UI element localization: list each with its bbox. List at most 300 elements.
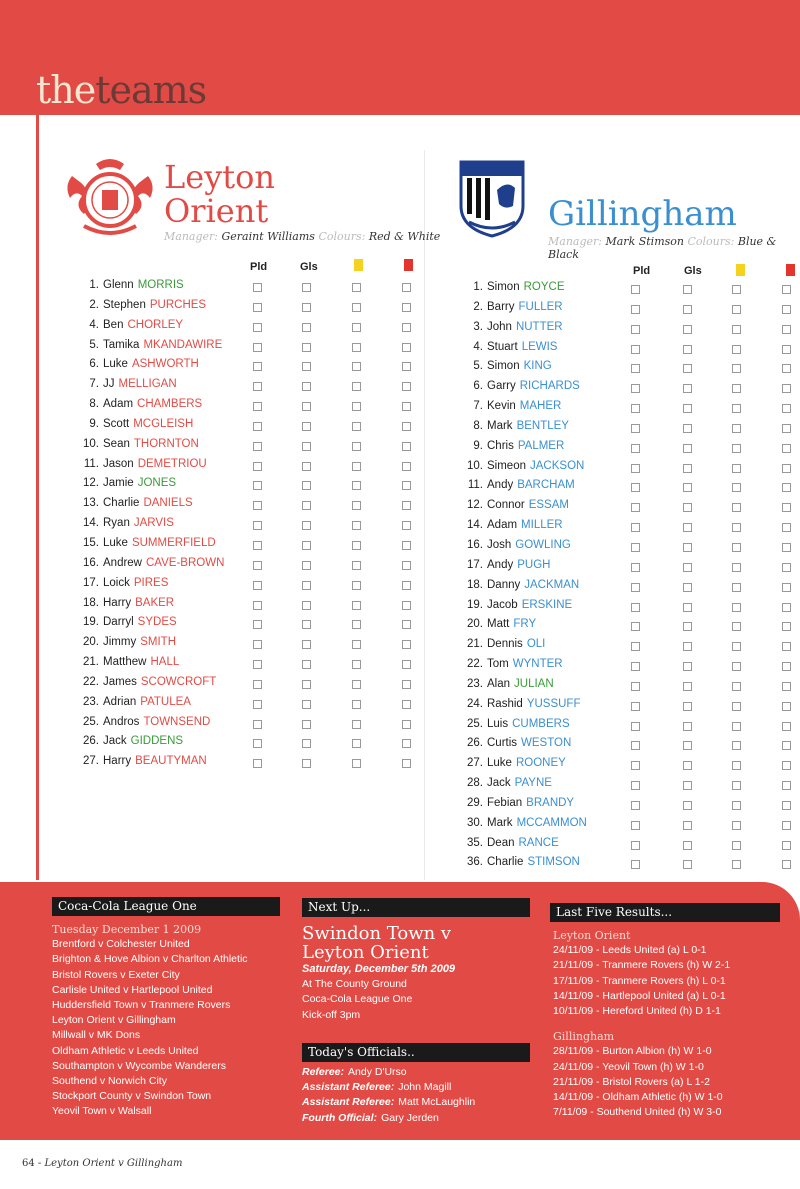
yellow-card-checkbox[interactable] xyxy=(352,323,361,332)
yellow-card-checkbox[interactable] xyxy=(352,442,361,451)
played-checkbox[interactable] xyxy=(631,841,640,850)
played-checkbox[interactable] xyxy=(253,620,262,629)
played-checkbox[interactable] xyxy=(631,305,640,314)
player-surname: WESTON xyxy=(521,737,572,750)
player-number: 29. xyxy=(467,796,483,809)
player-row xyxy=(73,378,224,398)
player-surname: FRY xyxy=(513,618,537,631)
player-row xyxy=(455,321,587,341)
fixture-item: Leyton Orient v Gillingham xyxy=(52,1014,176,1027)
red-card-checkbox[interactable] xyxy=(402,283,411,292)
player-row xyxy=(73,636,224,656)
player-row xyxy=(455,797,587,817)
played-checkbox[interactable] xyxy=(631,325,640,334)
played-checkbox[interactable] xyxy=(631,444,640,453)
player-surname: SUMMERFIELD xyxy=(131,536,216,549)
played-checkbox[interactable] xyxy=(253,759,262,768)
yellow-card-checkbox[interactable] xyxy=(352,660,361,669)
goals-checkbox[interactable] xyxy=(683,722,692,731)
goals-checkbox[interactable] xyxy=(302,680,311,689)
player-row xyxy=(455,499,587,519)
player-first-name: Sean xyxy=(103,437,130,450)
goals-checkbox[interactable] xyxy=(683,841,692,850)
yellow-card-checkbox[interactable] xyxy=(732,642,741,651)
goals-checkbox[interactable] xyxy=(302,759,311,768)
played-checkbox[interactable] xyxy=(253,343,262,352)
played-checkbox[interactable] xyxy=(631,563,640,572)
yellow-card-checkbox[interactable] xyxy=(352,382,361,391)
player-number: 23. xyxy=(467,677,483,690)
official-name: Gary Jerden xyxy=(381,1111,439,1124)
player-first-name: Luke xyxy=(487,757,512,770)
yellow-card-checkbox[interactable] xyxy=(352,343,361,352)
player-surname: BAKER xyxy=(135,596,175,609)
red-card-checkbox[interactable] xyxy=(782,464,791,473)
yellow-card-checkbox[interactable] xyxy=(732,622,741,631)
player-surname: MKANDAWIRE xyxy=(143,338,223,351)
yellow-card-checkbox[interactable] xyxy=(352,422,361,431)
player-first-name: Luke xyxy=(103,536,128,549)
player-number: 1. xyxy=(473,281,483,293)
player-surname: BEAUTYMAN xyxy=(135,755,207,768)
player-surname: JACKSON xyxy=(530,459,585,472)
player-number: 5. xyxy=(473,360,483,373)
red-card-checkbox[interactable] xyxy=(782,761,791,770)
goals-checkbox[interactable] xyxy=(302,640,311,649)
goals-checkbox[interactable] xyxy=(683,483,692,492)
player-number: 19. xyxy=(83,616,99,629)
red-card-checkbox[interactable] xyxy=(782,483,791,492)
goals-checkbox[interactable] xyxy=(683,444,692,453)
player-row xyxy=(455,718,587,738)
fixture-item: Bristol Rovers v Exeter City xyxy=(52,968,180,981)
yellow-card-checkbox[interactable] xyxy=(732,821,741,830)
played-checkbox[interactable] xyxy=(253,660,262,669)
played-checkbox[interactable] xyxy=(631,543,640,552)
played-checkbox[interactable] xyxy=(253,720,262,729)
next-fixture-line1: Swindon Town v xyxy=(302,923,452,944)
red-card-checkbox[interactable] xyxy=(402,680,411,689)
red-card-checkbox[interactable] xyxy=(402,541,411,550)
player-first-name: Scott xyxy=(103,417,130,430)
red-card-checkbox[interactable] xyxy=(782,404,791,413)
yellow-card-checkbox[interactable] xyxy=(352,462,361,471)
yellow-card-checkbox[interactable] xyxy=(352,402,361,411)
red-card-checkbox[interactable] xyxy=(402,343,411,352)
yellow-card-checkbox[interactable] xyxy=(352,581,361,590)
played-checkbox[interactable] xyxy=(253,521,262,530)
yellow-card-checkbox[interactable] xyxy=(732,563,741,572)
red-card-checkbox[interactable] xyxy=(782,364,791,373)
goals-checkbox[interactable] xyxy=(683,642,692,651)
goals-checkbox[interactable] xyxy=(683,702,692,711)
yellow-card-checkbox[interactable] xyxy=(352,303,361,312)
goals-checkbox[interactable] xyxy=(302,700,311,709)
player-row xyxy=(455,380,587,400)
yellow-card-checkbox[interactable] xyxy=(732,702,741,711)
orient-col-played: Pld xyxy=(250,261,268,273)
played-checkbox[interactable] xyxy=(631,642,640,651)
player-number: 20. xyxy=(467,618,483,631)
goals-checkbox[interactable] xyxy=(302,481,311,490)
red-card-checkbox[interactable] xyxy=(402,462,411,471)
goals-checkbox[interactable] xyxy=(683,563,692,572)
played-checkbox[interactable] xyxy=(631,722,640,731)
red-card-checkbox[interactable] xyxy=(402,422,411,431)
yellow-card-checkbox[interactable] xyxy=(732,464,741,473)
goals-checkbox[interactable] xyxy=(683,821,692,830)
player-row xyxy=(455,460,587,480)
played-checkbox[interactable] xyxy=(253,601,262,610)
played-checkbox[interactable] xyxy=(253,323,262,332)
yellow-card-checkbox[interactable] xyxy=(732,801,741,810)
player-number: 16. xyxy=(467,538,483,551)
fixture-item: Southampton v Wycombe Wanderers xyxy=(52,1059,227,1072)
goals-checkbox[interactable] xyxy=(302,343,311,352)
goals-checkbox[interactable] xyxy=(302,561,311,570)
red-card-checkbox[interactable] xyxy=(402,561,411,570)
played-checkbox[interactable] xyxy=(631,503,640,512)
goals-checkbox[interactable] xyxy=(683,781,692,790)
played-checkbox[interactable] xyxy=(253,303,262,312)
yellow-card-checkbox[interactable] xyxy=(732,305,741,314)
red-card-checkbox[interactable] xyxy=(782,801,791,810)
goals-checkbox[interactable] xyxy=(302,382,311,391)
goals-checkbox[interactable] xyxy=(302,581,311,590)
goals-checkbox[interactable] xyxy=(302,541,311,550)
red-card-checkbox[interactable] xyxy=(402,720,411,729)
yellow-card-checkbox[interactable] xyxy=(732,503,741,512)
goals-checkbox[interactable] xyxy=(683,603,692,612)
red-card-checkbox[interactable] xyxy=(402,362,411,371)
player-surname: THORNTON xyxy=(133,437,199,450)
played-checkbox[interactable] xyxy=(253,561,262,570)
played-checkbox[interactable] xyxy=(631,483,640,492)
yellow-card-checkbox[interactable] xyxy=(732,285,741,294)
yellow-card-checkbox[interactable] xyxy=(732,384,741,393)
yellow-card-checkbox[interactable] xyxy=(732,444,741,453)
played-checkbox[interactable] xyxy=(253,283,262,292)
red-card-checkbox[interactable] xyxy=(402,303,411,312)
goals-checkbox[interactable] xyxy=(683,801,692,810)
red-card-checkbox[interactable] xyxy=(782,325,791,334)
goals-checkbox[interactable] xyxy=(683,424,692,433)
red-card-checkbox[interactable] xyxy=(402,759,411,768)
yellow-card-checkbox[interactable] xyxy=(352,720,361,729)
red-card-checkbox[interactable] xyxy=(782,722,791,731)
goals-checkbox[interactable] xyxy=(302,739,311,748)
player-number: 11. xyxy=(467,479,483,492)
red-card-checkbox[interactable] xyxy=(782,702,791,711)
player-first-name: Alan xyxy=(487,677,511,690)
played-checkbox[interactable] xyxy=(631,741,640,750)
yellow-card-checkbox[interactable] xyxy=(732,741,741,750)
player-number: 7. xyxy=(473,400,483,413)
played-checkbox[interactable] xyxy=(631,603,640,612)
red-card-checkbox[interactable] xyxy=(782,583,791,592)
yellow-card-checkbox[interactable] xyxy=(732,404,741,413)
yellow-card-checkbox[interactable] xyxy=(732,781,741,790)
played-checkbox[interactable] xyxy=(253,541,262,550)
goals-checkbox[interactable] xyxy=(302,501,311,510)
played-checkbox[interactable] xyxy=(253,640,262,649)
goals-checkbox[interactable] xyxy=(683,404,692,413)
player-number: 2. xyxy=(473,300,483,313)
goals-checkbox[interactable] xyxy=(683,523,692,532)
played-checkbox[interactable] xyxy=(253,382,262,391)
played-checkbox[interactable] xyxy=(631,384,640,393)
red-card-checkbox[interactable] xyxy=(782,444,791,453)
red-card-checkbox[interactable] xyxy=(782,345,791,354)
fixture-item: Yeovil Town v Walsall xyxy=(52,1105,152,1118)
red-card-checkbox[interactable] xyxy=(782,622,791,631)
red-card-checkbox[interactable] xyxy=(782,662,791,671)
goals-checkbox[interactable] xyxy=(302,303,311,312)
goals-checkbox[interactable] xyxy=(683,682,692,691)
red-card-checkbox[interactable] xyxy=(402,442,411,451)
yellow-card-checkbox[interactable] xyxy=(732,424,741,433)
goals-checkbox[interactable] xyxy=(302,462,311,471)
red-card-checkbox[interactable] xyxy=(402,581,411,590)
goals-checkbox[interactable] xyxy=(302,601,311,610)
played-checkbox[interactable] xyxy=(631,464,640,473)
played-checkbox[interactable] xyxy=(253,501,262,510)
red-card-checkbox[interactable] xyxy=(782,305,791,314)
goals-checkbox[interactable] xyxy=(683,860,692,869)
red-card-checkbox[interactable] xyxy=(782,424,791,433)
goals-checkbox[interactable] xyxy=(302,283,311,292)
played-checkbox[interactable] xyxy=(253,462,262,471)
goals-checkbox[interactable] xyxy=(302,323,311,332)
played-checkbox[interactable] xyxy=(631,404,640,413)
played-checkbox[interactable] xyxy=(631,662,640,671)
player-number: 19. xyxy=(467,598,483,611)
played-checkbox[interactable] xyxy=(631,523,640,532)
orient-title: Leyton Orient xyxy=(164,158,275,230)
red-card-checkbox[interactable] xyxy=(402,700,411,709)
goals-checkbox[interactable] xyxy=(302,422,311,431)
yellow-card-checkbox[interactable] xyxy=(732,364,741,373)
yellow-card-checkbox[interactable] xyxy=(732,722,741,731)
goals-checkbox[interactable] xyxy=(683,364,692,373)
goals-checkbox[interactable] xyxy=(302,362,311,371)
player-first-name: Ben xyxy=(103,318,124,331)
yellow-card-checkbox[interactable] xyxy=(732,583,741,592)
player-row xyxy=(73,458,224,478)
yellow-card-checkbox[interactable] xyxy=(732,603,741,612)
yellow-card-checkbox[interactable] xyxy=(732,483,741,492)
red-card-checkbox[interactable] xyxy=(782,503,791,512)
played-checkbox[interactable] xyxy=(631,860,640,869)
played-checkbox[interactable] xyxy=(253,739,262,748)
yellow-card-checkbox[interactable] xyxy=(732,761,741,770)
red-card-checkbox[interactable] xyxy=(782,821,791,830)
played-checkbox[interactable] xyxy=(631,285,640,294)
played-checkbox[interactable] xyxy=(631,761,640,770)
red-card-checkbox[interactable] xyxy=(782,682,791,691)
yellow-card-checkbox[interactable] xyxy=(732,543,741,552)
yellow-card-checkbox[interactable] xyxy=(352,283,361,292)
goals-checkbox[interactable] xyxy=(683,543,692,552)
yellow-card-checkbox[interactable] xyxy=(352,501,361,510)
goals-checkbox[interactable] xyxy=(302,660,311,669)
player-surname: ESSAM xyxy=(528,499,569,512)
player-number: 21. xyxy=(83,656,99,669)
played-checkbox[interactable] xyxy=(631,424,640,433)
results-title: Last Five Results... xyxy=(550,903,780,922)
yellow-card-checkbox[interactable] xyxy=(352,680,361,689)
goals-checkbox[interactable] xyxy=(683,464,692,473)
red-card-checkbox[interactable] xyxy=(782,523,791,532)
player-surname: FULLER xyxy=(518,300,563,313)
yellow-card-checkbox[interactable] xyxy=(732,860,741,869)
yellow-card-checkbox[interactable] xyxy=(352,362,361,371)
red-card-checkbox[interactable] xyxy=(782,603,791,612)
red-card-checkbox[interactable] xyxy=(782,285,791,294)
player-first-name: Andy xyxy=(487,479,514,492)
red-card-checkbox[interactable] xyxy=(402,601,411,610)
player-first-name: Mark xyxy=(487,816,513,829)
played-checkbox[interactable] xyxy=(253,442,262,451)
played-checkbox[interactable] xyxy=(631,583,640,592)
played-checkbox[interactable] xyxy=(631,821,640,830)
player-number: 9. xyxy=(473,439,483,452)
player-number: 3. xyxy=(473,320,483,333)
player-number: 10. xyxy=(83,437,99,450)
red-card-checkbox[interactable] xyxy=(402,521,411,530)
player-number: 2. xyxy=(89,298,99,311)
goals-checkbox[interactable] xyxy=(683,503,692,512)
goals-checkbox[interactable] xyxy=(302,521,311,530)
yellow-card-checkbox[interactable] xyxy=(352,561,361,570)
orient-manager-line: Manager: Geraint Williams Colours: Red & White xyxy=(164,230,441,243)
red-card-checkbox[interactable] xyxy=(782,642,791,651)
goals-checkbox[interactable] xyxy=(683,622,692,631)
red-card-checkbox[interactable] xyxy=(782,841,791,850)
player-number: 4. xyxy=(473,340,483,353)
red-card-checkbox[interactable] xyxy=(402,640,411,649)
yellow-card-checkbox[interactable] xyxy=(352,700,361,709)
red-card-checkbox[interactable] xyxy=(782,860,791,869)
played-checkbox[interactable] xyxy=(631,682,640,691)
player-row xyxy=(73,676,224,696)
played-checkbox[interactable] xyxy=(253,362,262,371)
player-first-name: Tom xyxy=(487,658,509,671)
player-surname: SMITH xyxy=(140,636,176,649)
red-card-checkbox[interactable] xyxy=(402,402,411,411)
player-number: 4. xyxy=(89,318,99,331)
yellow-card-checkbox[interactable] xyxy=(352,521,361,530)
played-checkbox[interactable] xyxy=(253,422,262,431)
red-card-checkbox[interactable] xyxy=(782,781,791,790)
goals-checkbox[interactable] xyxy=(683,345,692,354)
goals-checkbox[interactable] xyxy=(683,583,692,592)
red-card-checkbox[interactable] xyxy=(402,323,411,332)
player-number: 22. xyxy=(83,675,99,688)
red-card-checkbox[interactable] xyxy=(402,501,411,510)
player-number: 1. xyxy=(89,279,99,291)
red-card-checkbox[interactable] xyxy=(782,543,791,552)
goals-checkbox[interactable] xyxy=(302,442,311,451)
result-item: 28/11/09 - Burton Albion (h) W 1-0 xyxy=(553,1045,712,1058)
yellow-card-checkbox[interactable] xyxy=(352,759,361,768)
yellow-card-checkbox[interactable] xyxy=(352,620,361,629)
yellow-card-checkbox[interactable] xyxy=(352,640,361,649)
player-number: 17. xyxy=(467,558,483,571)
yellow-card-checkbox[interactable] xyxy=(732,682,741,691)
goals-checkbox[interactable] xyxy=(683,741,692,750)
played-checkbox[interactable] xyxy=(253,581,262,590)
yellow-card-checkbox[interactable] xyxy=(732,325,741,334)
player-first-name: Adam xyxy=(487,519,518,532)
goals-checkbox[interactable] xyxy=(683,305,692,314)
goals-checkbox[interactable] xyxy=(302,402,311,411)
played-checkbox[interactable] xyxy=(631,345,640,354)
played-checkbox[interactable] xyxy=(631,702,640,711)
player-number: 15. xyxy=(83,536,99,549)
yellow-card-checkbox[interactable] xyxy=(732,841,741,850)
yellow-card-checkbox[interactable] xyxy=(352,481,361,490)
played-checkbox[interactable] xyxy=(631,801,640,810)
played-checkbox[interactable] xyxy=(631,364,640,373)
player-first-name: Danny xyxy=(487,578,521,591)
played-checkbox[interactable] xyxy=(253,481,262,490)
player-surname: MELLIGAN xyxy=(118,378,177,391)
player-first-name: Dennis xyxy=(487,638,523,651)
goals-checkbox[interactable] xyxy=(683,761,692,770)
goals-checkbox[interactable] xyxy=(302,620,311,629)
played-checkbox[interactable] xyxy=(253,680,262,689)
yellow-card-checkbox[interactable] xyxy=(352,739,361,748)
player-row xyxy=(73,358,224,378)
next-fixture-line2: Leyton Orient xyxy=(302,942,429,963)
goals-checkbox[interactable] xyxy=(683,662,692,671)
red-card-checkbox[interactable] xyxy=(402,739,411,748)
yellow-card-checkbox[interactable] xyxy=(352,541,361,550)
red-card-checkbox[interactable] xyxy=(782,741,791,750)
player-surname: BENTLEY xyxy=(516,419,569,432)
player-row xyxy=(73,398,224,418)
goals-checkbox[interactable] xyxy=(683,325,692,334)
player-row xyxy=(455,539,587,559)
yellow-card-checkbox[interactable] xyxy=(352,601,361,610)
goals-checkbox[interactable] xyxy=(683,285,692,294)
fixture-item: Brentford v Colchester United xyxy=(52,938,190,951)
red-card-checkbox[interactable] xyxy=(782,563,791,572)
player-row xyxy=(73,597,224,617)
played-checkbox[interactable] xyxy=(631,781,640,790)
player-first-name: Jimmy xyxy=(103,636,137,649)
result-item: 17/11/09 - Tranmere Rovers (h) L 0-1 xyxy=(553,974,726,987)
played-checkbox[interactable] xyxy=(253,700,262,709)
played-checkbox[interactable] xyxy=(631,622,640,631)
red-card-checkbox[interactable] xyxy=(402,620,411,629)
goals-checkbox[interactable] xyxy=(683,384,692,393)
red-card-checkbox[interactable] xyxy=(402,660,411,669)
red-card-checkbox[interactable] xyxy=(402,382,411,391)
yellow-card-checkbox[interactable] xyxy=(732,345,741,354)
yellow-card-checkbox[interactable] xyxy=(732,662,741,671)
player-surname: PATULEA xyxy=(140,695,191,708)
goals-checkbox[interactable] xyxy=(302,720,311,729)
player-number: 27. xyxy=(467,757,483,770)
yellow-card-checkbox[interactable] xyxy=(732,523,741,532)
red-card-checkbox[interactable] xyxy=(402,481,411,490)
player-surname: MAHER xyxy=(519,400,562,413)
red-card-checkbox[interactable] xyxy=(782,384,791,393)
played-checkbox[interactable] xyxy=(253,402,262,411)
player-first-name: Febian xyxy=(487,796,523,809)
